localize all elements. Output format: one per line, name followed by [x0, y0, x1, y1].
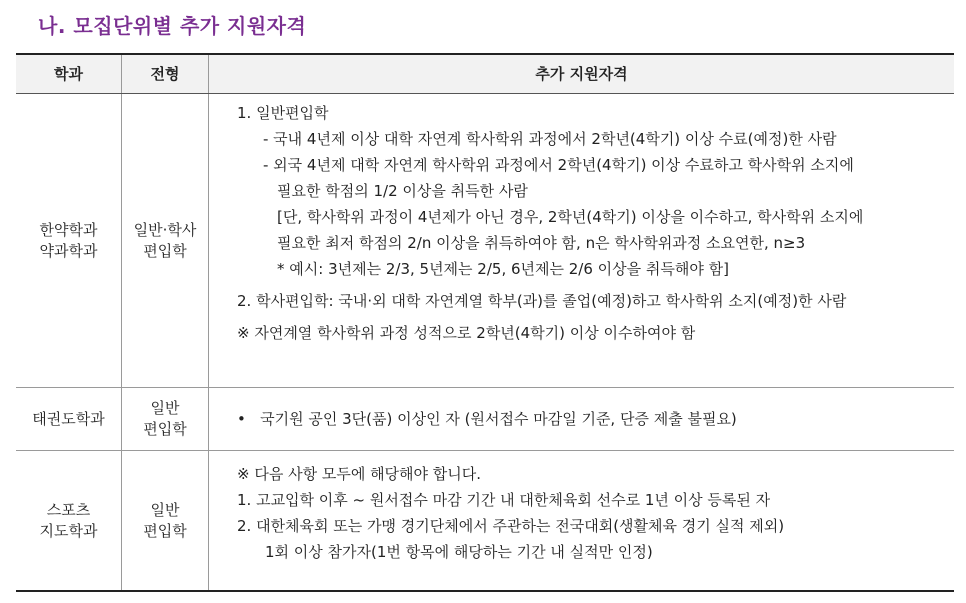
dept-cell — [16, 388, 121, 450]
eligibility-line: [단, 학사학위 과정이 4년제가 아닌 경우, 2학년(4학기) 이상을 이수하고, 학사학위 소지에 — [277, 208, 864, 226]
eligibility-line: 필요한 학점의 1/2 이상을 취득한 사람 — [277, 182, 528, 200]
eligibility-line: 2. 대한체육회 또는 가맹 경기단체에서 주관하는 전국대회(생활체육 경기 실적 제외) — [237, 517, 785, 535]
type-cell — [121, 451, 208, 590]
eligibility-cell — [208, 388, 954, 450]
eligibility-line: • 국기원 공인 3단(품) 이상인 자 (원서접수 마감일 기준, 단증 제출 불필요) — [237, 410, 737, 428]
dept-name: 약과학과 — [39, 241, 98, 260]
admission-type: 편입학 — [143, 420, 187, 438]
eligibility-line: 필요한 최저 학점의 2/n 이상을 취득하여야 함, n은 학사학위과정 소요연한, n≥3 — [277, 234, 806, 252]
eligibility-cell — [208, 94, 954, 387]
eligibility-cell — [208, 451, 954, 590]
dept-name: 지도학과 — [39, 521, 98, 540]
dept-name: 스포츠 — [46, 500, 91, 519]
table-row — [16, 94, 954, 387]
admission-type: 일반 — [150, 399, 180, 417]
table-row — [16, 387, 954, 450]
type-cell — [121, 94, 208, 387]
eligibility-line: 1. 일반편입학 — [237, 104, 329, 122]
admission-type: 일반 — [150, 500, 180, 519]
admission-type: 편입학 — [143, 521, 187, 540]
section-title: 나. 모집단위별 추가 지원자격 — [38, 14, 307, 38]
table-header-row — [16, 55, 954, 94]
eligibility-line: * 예시: 3년제는 2/3, 5년제는 2/5, 6년제는 2/6 이상을 취득해야 함] — [277, 260, 729, 278]
eligibility-line: ※ 자연계열 학사학위 과정 성적으로 2학년(4학기) 이상 이수하여야 함 — [237, 324, 696, 342]
eligibility-line: 1회 이상 참가자(1번 항목에 해당하는 기간 내 실적만 인정) — [265, 543, 653, 561]
dept-cell — [16, 451, 121, 590]
admission-type: 일반·학사 — [133, 220, 197, 239]
eligibility-line: 2. 학사편입학: 국내·외 대학 자연계열 학부(과)를 졸업(예정)하고 학사학위 소지(예정)한 사람 — [237, 292, 847, 310]
eligibility-line: - 국내 4년제 이상 대학 자연계 학사학위 과정에서 2학년(4학기) 이상 수료(예정)한 사람 — [263, 130, 837, 148]
eligibility-line: ※ 다음 사항 모두에 해당해야 합니다. — [237, 465, 482, 483]
header-type: 전형 — [121, 55, 208, 93]
header-dept: 학과 — [54, 64, 83, 83]
dept-cell — [16, 94, 121, 387]
table-row — [16, 450, 954, 590]
eligibility-table — [16, 53, 954, 592]
eligibility-line: - 외국 4년제 대학 자연계 학사학위 과정에서 2학년(4학기) 이상 수료하고 학사학위 소지에 — [263, 156, 854, 174]
admission-type: 편입학 — [143, 241, 187, 260]
dept-name: 한약학과 — [39, 220, 98, 239]
dept-name: 태권도학과 — [32, 409, 105, 428]
type-cell — [121, 388, 208, 450]
header-eligibility: 추가 지원자격 — [208, 55, 954, 93]
eligibility-line: 1. 고교입학 이후 ~ 원서접수 마감 기간 내 대한체육회 선수로 1년 이상 등록된 자 — [237, 491, 771, 509]
